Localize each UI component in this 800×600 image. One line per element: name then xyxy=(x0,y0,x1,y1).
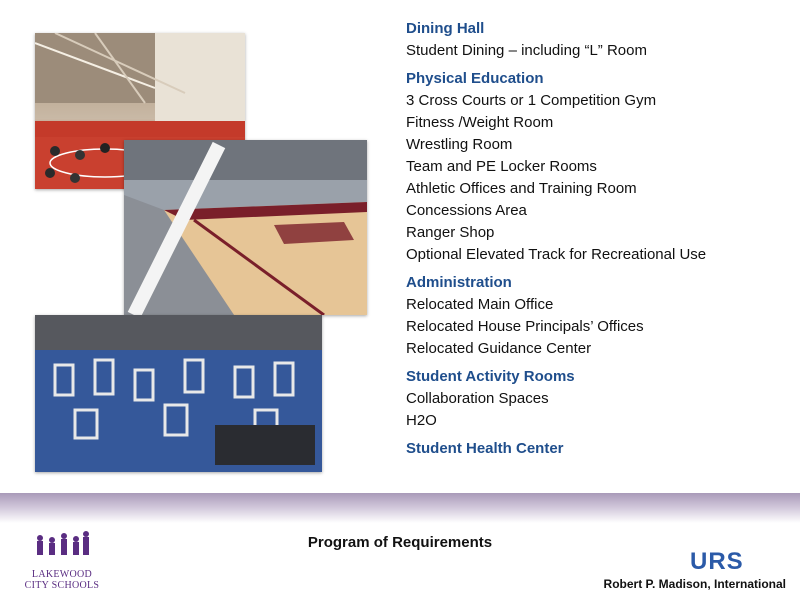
list-item: Optional Elevated Track for Recreational Use xyxy=(406,246,707,263)
list-item: Athletic Offices and Training Room xyxy=(406,180,637,197)
list-item: Relocated Guidance Center xyxy=(406,340,592,357)
lakewood-logo-line2: CITY SCHOOLS xyxy=(24,580,100,591)
list-item: Wrestling Room xyxy=(406,136,513,153)
section-heading: Student Health Center xyxy=(406,440,564,457)
section-dining-hall xyxy=(406,18,786,62)
fitness-room-graphic xyxy=(35,315,322,472)
gymnasium-photo xyxy=(124,140,367,315)
lakewood-logo xyxy=(22,530,102,590)
section-physical-education xyxy=(406,68,786,266)
firm-name: Robert P. Madison, International xyxy=(603,577,786,591)
section-heading: Dining Hall xyxy=(406,20,485,37)
section-student-activity-rooms xyxy=(406,366,786,432)
fitness-room-photo xyxy=(35,315,322,472)
list-item: Relocated House Principals’ Offices xyxy=(406,318,644,335)
footer-band xyxy=(0,493,800,523)
program-list xyxy=(406,18,786,466)
gymnasium-graphic xyxy=(124,140,367,315)
list-item: Team and PE Locker Rooms xyxy=(406,158,597,175)
list-item: Fitness /Weight Room xyxy=(406,114,554,131)
section-heading: Student Activity Rooms xyxy=(406,368,575,385)
urs-logo-text: URS xyxy=(690,548,744,575)
lakewood-figures-icon xyxy=(22,530,102,564)
lakewood-logo-line1: LAKEWOOD xyxy=(31,569,93,580)
section-heading: Physical Education xyxy=(406,70,544,87)
list-item: Student Dining – including “L” Room xyxy=(406,42,647,59)
section-administration xyxy=(406,272,786,360)
section-student-health-center xyxy=(406,438,786,460)
list-item: Ranger Shop xyxy=(406,224,495,241)
list-item: Relocated Main Office xyxy=(406,296,554,313)
list-item: Concessions Area xyxy=(406,202,527,219)
urs-logo xyxy=(690,548,770,576)
section-heading: Administration xyxy=(406,274,512,291)
list-item: H2O xyxy=(406,412,437,429)
list-item: 3 Cross Courts or 1 Competition Gym xyxy=(406,92,657,109)
footer-title: Program of Requirements xyxy=(307,534,493,551)
list-item: Collaboration Spaces xyxy=(406,390,549,407)
